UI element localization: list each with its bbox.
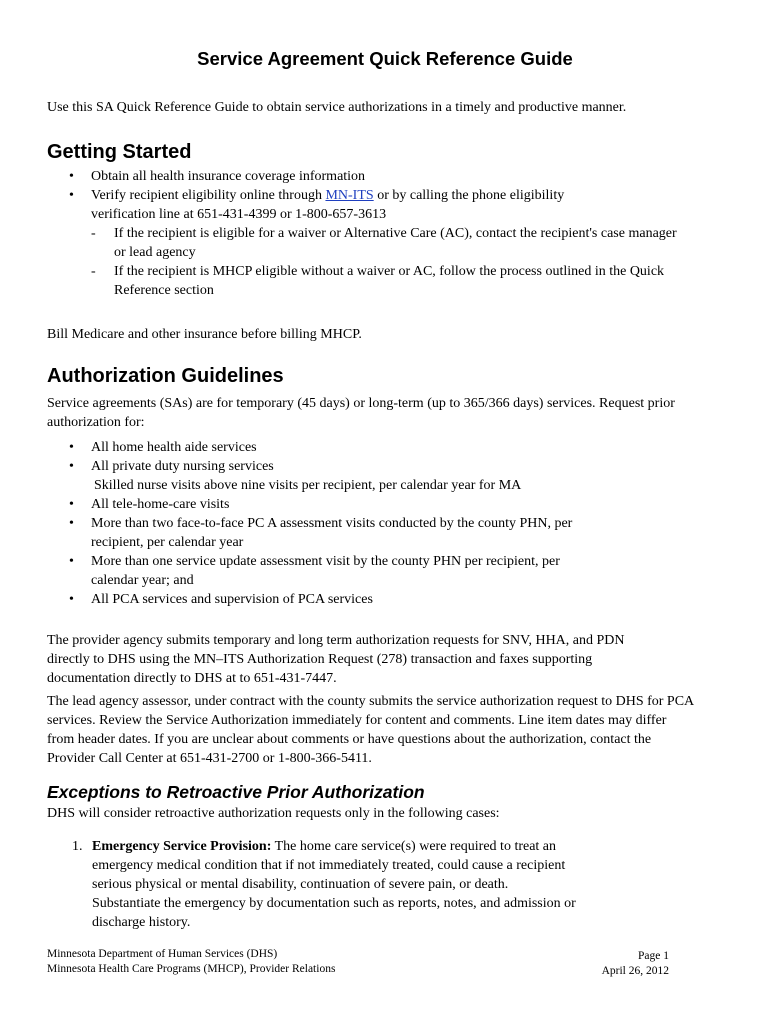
page-number: Page 1 — [638, 950, 669, 962]
mn-its-link[interactable]: MN-ITS — [325, 188, 374, 203]
authorization-heading: Authorization Guidelines — [47, 365, 284, 387]
list-item: • More than one service update assessment visit by the county PHN per recipient, per calendar year; and — [69, 554, 560, 588]
list-item: - If the recipient is eligible for a waiver or Alternative Care (AC), contact the recipient's case manager or lead agency — [91, 226, 677, 260]
footer-page-info — [560, 949, 669, 979]
authorization-intro: Service agreements (SAs) are for temporary (45 days) or long-term (up to 365/366 days) services. Request prior authorization for: — [47, 396, 675, 430]
exceptions-heading: Exceptions to Retroactive Prior Authorization — [47, 782, 425, 802]
getting-started-list — [47, 167, 747, 300]
list-item: • All private duty nursing services — [69, 459, 274, 474]
footer-org: Minnesota Department of Human Services (DHS) Minnesota Health Care Programs (MHCP), Provider Relations — [47, 948, 336, 975]
provider-agency-paragraph: The provider agency submits temporary and long term authorization requests for SNV, HHA, and PDN directly to DHS using the MN–ITS Authorization Request (278) transaction and faxes supporting documentation directly to DHS at to 651-431-7447. — [47, 633, 625, 686]
intro-text: Use this SA Quick Reference Guide to obtain service authorizations in a timely and productive manner. — [47, 100, 627, 115]
bill-note: Bill Medicare and other insurance before billing MHCP. — [47, 327, 362, 342]
authorization-list — [47, 438, 747, 609]
page-title: Service Agreement Quick Reference Guide — [197, 48, 573, 69]
exceptions-intro: DHS will consider retroactive authorization requests only in the following cases: — [47, 806, 500, 821]
getting-started-heading: Getting Started — [47, 141, 192, 163]
list-item: • Obtain all health insurance coverage information — [69, 169, 366, 184]
list-item: - If the recipient is MHCP eligible without a waiver or AC, follow the process outlined in the Quick Reference section — [91, 264, 665, 298]
list-item: • All PCA services and supervision of PCA services — [69, 592, 373, 607]
list-item: • All tele-home-care visits — [69, 497, 230, 512]
list-item: 1. Emergency Service Provision: The home care service(s) were required to treat an emergency medical condition that if not immediately treated, could cause a recipient serious physical or mental disability, continuation of severe pain, or death. Substantiate the emergency by documentation such as reports, notes, and admission or discharge history. — [72, 839, 576, 930]
skilled-nurse-note: Skilled nurse visits above nine visits per recipient, per calendar year for MA — [94, 478, 522, 493]
list-item: • Verify recipient eligibility online through MN-ITS or by calling the phone eligibility verification line at 651-431-4399 or 1-800-657-3613 — [69, 188, 565, 222]
exceptions-list — [47, 837, 747, 932]
document-date: April 26, 2012 — [601, 965, 669, 977]
list-item: • More than two face-to-face PC A assessment visits conducted by the county PHN, per recipient, per calendar year — [69, 516, 573, 550]
list-item: • All home health aide services — [69, 440, 257, 455]
lead-agency-paragraph: The lead agency assessor, under contract with the county submits the service authorization request to DHS for PCA services. Review the Service Authorization immediately for content and comments. Line item dates may differ from header dates. If you are unclear about comments or have questions about the authorization, contact the Provider Call Center at 651-431-2700 or 1-800-366-5411. — [47, 694, 695, 766]
